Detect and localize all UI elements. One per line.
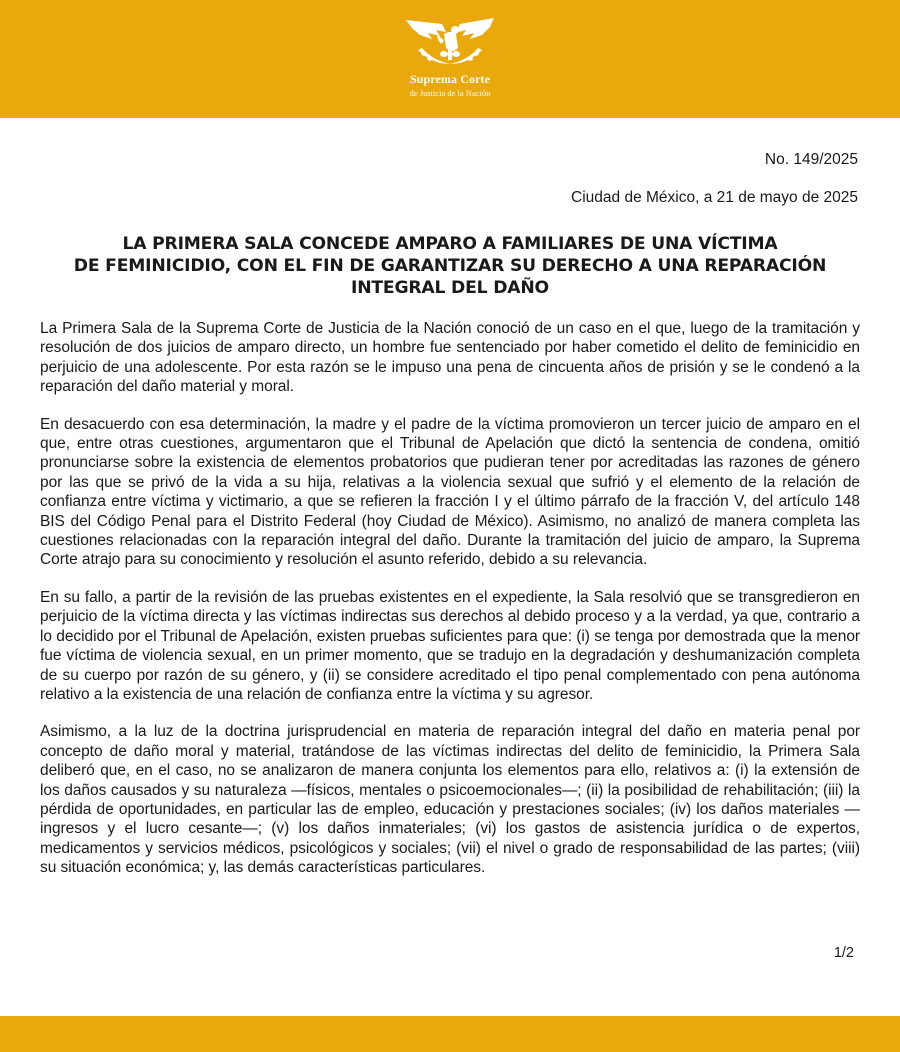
footer-banner (0, 1016, 900, 1052)
body-paragraph: En su fallo, a partir de la revisión de las pruebas existentes en el expediente, la Sala resolvió que se transgredieron en perjuicio de la víctima directa y las víctimas indirectas sus derechos al debido proceso y a la verdad, ya que, contrario a lo decidido por el Tribunal de Apelación, existen pruebas suficientes para que: (i) se tenga por demostrada que la menor fue víctima de violencia sexual, en un primer momento, que se tradujo en la degradación y deshumanización completa de su cuerpo por razón de su género, y (ii) se considere acreditado el tipo penal complementado con pena autónoma relativo a la existencia de una relación de confianza entre la víctima y su agresor. (40, 588, 860, 703)
title-line: LA PRIMERA SALA CONCEDE AMPARO A FAMILIARES DE UNA VÍCTIMA (122, 234, 778, 254)
body-paragraph: La Primera Sala de la Suprema Corte de Justicia de la Nación conoció de un caso en el que, luego de la tramitación y resolución de dos juicios de amparo directo, un hombre fue sentenciado por haber cometido el delito de feminicidio en perjuicio de una adolescente. Por esta razón se le impuso una pena de cincuenta años de prisión y se le condenó a la reparación del daño material y moral. (40, 320, 860, 396)
logo-institution-name: Suprema Corte (409, 72, 491, 86)
scjn-logo (390, 14, 510, 110)
title-line: DE FEMINICIDIO, CON EL FIN DE GARANTIZAR SU DERECHO A UNA REPARACIÓN (73, 256, 827, 276)
document-title (60, 233, 840, 299)
title-line: INTEGRAL DEL DAÑO (351, 278, 549, 298)
document-body (40, 319, 860, 896)
press-release-number: No. 149/2025 (764, 151, 858, 168)
body-paragraph: Asimismo, a la luz de la doctrina jurisprudencial en materia de reparación integral del daño en materia penal por concepto de daño moral y material, tratándose de las víctimas indirectas del delito de feminicidio, la Primera Sala deliberó que, en el caso, no se analizaron de manera conjunta los elementos para ello, relativos a: (i) la extensión de los daños causados y su naturaleza —físicos, mentales o psicoemocionales—; (ii) la posibilidad de rehabilitación; (iii) la pérdida de oportunidades, en particular las de empleo, educación y prestaciones sociales; (iv) los daños materiales —ingresos y el lucro cesante—; (v) los daños inmateriales; (vi) los gastos de asistencia jurídica o de expertos, medicamentos y servicios médicos, psicológicos y sociales; (vii) el nivel o grado de responsabilidad de las partes; (viii) su situación económica; y, las demás características particulares. (40, 723, 860, 877)
eagle-emblem-icon (402, 14, 498, 70)
header-banner (0, 0, 900, 118)
body-paragraph: En desacuerdo con esa determinación, la madre y el padre de la víctima promovieron un tercer juicio de amparo en el que, entre otras cuestiones, argumentaron que el Tribunal de Apelación que dictó la sentencia de condena, omitió pronunciarse sobre la existencia de elementos probatorios que pudieran tener por acreditadas las razones de género por las que se privó de la vida a su hija, relativas a la violencia sexual que sufrió y el elemento de la relación de confianza entre víctima y victimario, a que se refieren la fracción I y el último párrafo de la fracción V, del artículo 148 BIS del Código Penal para el Distrito Federal (hoy Ciudad de México). Asimismo, no analizó de manera completa las cuestiones relacionadas con la reparación integral del daño. Durante la tramitación del juicio de amparo, la Suprema Corte atrajo para su conocimiento y resolución el asunto referido, debido a su relevancia. (40, 415, 860, 569)
page-indicator: 1/2 (833, 945, 854, 961)
logo-institution-subtitle: de Justicia de la Nación (409, 88, 491, 98)
date-line: Ciudad de México, a 21 de mayo de 2025 (571, 189, 858, 206)
